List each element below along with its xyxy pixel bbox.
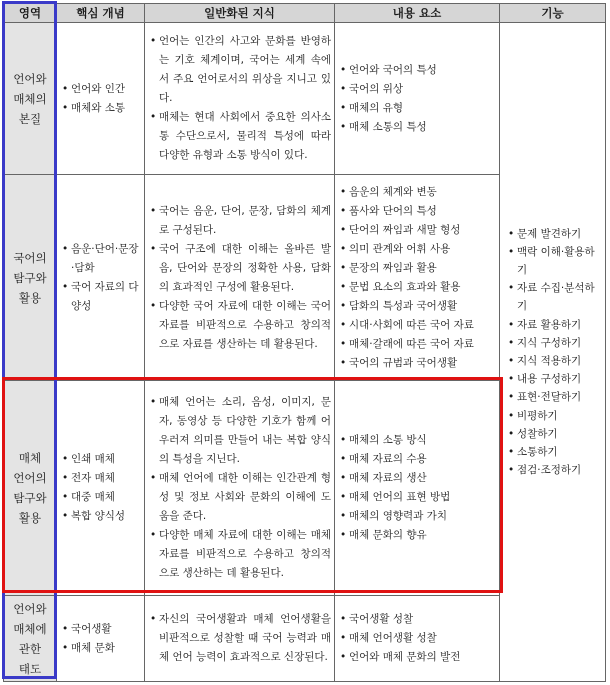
concept-item: • 매체 문화 xyxy=(62,639,141,658)
elements-cell xyxy=(335,381,500,596)
knowledge-cell xyxy=(145,596,335,682)
element-item: • 매체의 유형 xyxy=(340,99,496,118)
concept-cell xyxy=(57,175,145,381)
knowledge-item: • 매체 언어는 소리, 음성, 이미지, 문자, 동영상 등 다양한 기호가 함께 어우러져 의미를 만들어 내는 복합 양식의 특성을 지닌다. xyxy=(150,393,331,469)
skill-item: • 맥락 이해·활용하기 xyxy=(508,243,601,279)
knowledge-item: • 매체 언어에 대한 이해는 인간관계 형성 및 정보 사회와 문화의 이해에 도움을 준다. xyxy=(150,469,331,526)
element-item: • 품사와 단어의 특성 xyxy=(340,202,496,221)
table-row xyxy=(4,23,606,175)
header-area: 영역 xyxy=(4,4,57,23)
element-item: • 음운의 체계와 변동 xyxy=(340,183,496,202)
header-content-elements: 내용 요소 xyxy=(335,4,500,23)
concept-item: • 매체와 소통 xyxy=(62,99,141,118)
element-item: • 매체 언어의 표현 방법 xyxy=(340,488,496,507)
area-line: 활용 xyxy=(18,290,42,305)
area-line: 탐구와 xyxy=(13,270,47,285)
skill-item: • 내용 구성하기 xyxy=(508,370,601,388)
area-line: 매체에 xyxy=(13,621,47,636)
area-cell xyxy=(4,175,57,381)
element-item: • 매체의 영향력과 가치 xyxy=(340,507,496,526)
area-cell xyxy=(4,23,57,175)
element-item: • 국어의 규범과 국어생활 xyxy=(340,354,496,373)
knowledge-item: • 다양한 매체 자료에 대한 이해는 매체 자료를 비판적으로 수용하고 창의적으로 생산하는 데 활용된다. xyxy=(150,526,331,583)
element-item: • 매체 소통의 특성 xyxy=(340,118,496,137)
area-cell xyxy=(4,381,57,596)
header-core-concept: 핵심 개념 xyxy=(57,4,145,23)
skill-item: • 지식 적용하기 xyxy=(508,352,601,370)
area-line: 태도 xyxy=(18,661,42,676)
element-item: • 매체 문화의 향유 xyxy=(340,526,496,545)
concept-item: • 복합 양식성 xyxy=(62,507,141,526)
element-item: • 단어의 짜임과 새말 형성 xyxy=(340,221,496,240)
skill-item: • 소통하기 xyxy=(508,443,601,461)
concept-cell xyxy=(57,596,145,682)
knowledge-cell xyxy=(145,175,335,381)
skill-item: • 비평하기 xyxy=(508,407,601,425)
skills-cell xyxy=(500,23,606,682)
concept-cell xyxy=(57,381,145,596)
header-row xyxy=(4,4,606,23)
skill-item: • 지식 구성하기 xyxy=(508,334,601,352)
knowledge-item: • 국어 구조에 대한 이해는 올바른 발음, 단어와 문장의 정확한 사용, 담화의 효과적인 구성에 활용된다. xyxy=(150,240,331,297)
skill-item: • 성찰하기 xyxy=(508,425,601,443)
header-skills: 기능 xyxy=(500,4,606,23)
knowledge-item: • 자신의 국어생활과 매체 언어생활을 비판적으로 성찰할 때 국어 능력과 매체 언어 능력이 효과적으로 신장된다. xyxy=(150,610,331,667)
knowledge-cell xyxy=(145,23,335,175)
elements-cell xyxy=(335,23,500,175)
area-line: 국어의 xyxy=(13,250,47,265)
element-item: • 의미 관계와 어휘 사용 xyxy=(340,240,496,259)
area-line: 언어와 xyxy=(13,71,47,86)
area-cell xyxy=(4,596,57,682)
element-item: • 국어생활 성찰 xyxy=(340,610,496,629)
knowledge-item: • 언어는 인간의 사고와 문화를 반영하는 기호 체계이며, 국어는 세계 속에서 주요 언어로서의 위상을 지니고 있다. xyxy=(150,32,331,108)
concept-item: • 언어와 인간 xyxy=(62,80,141,99)
element-item: • 매체 자료의 생산 xyxy=(340,469,496,488)
element-item: • 문장의 짜임과 활용 xyxy=(340,259,496,278)
concept-item: • 음운·단어·문장·담화 xyxy=(62,240,141,278)
element-item: • 담화의 특성과 국어생활 xyxy=(340,297,496,316)
concept-item: • 인쇄 매체 xyxy=(62,450,141,469)
area-line: 본질 xyxy=(18,111,42,126)
area-line: 언어의 xyxy=(13,471,47,485)
knowledge-item: • 국어는 음운, 단어, 문장, 담화의 체계로 구성된다. xyxy=(150,202,331,240)
concept-item: • 국어생활 xyxy=(62,620,141,639)
concept-item: • 대중 매체 xyxy=(62,488,141,507)
element-item: • 매체의 소통 방식 xyxy=(340,431,496,450)
header-generalized-knowledge: 일반화된 지식 xyxy=(145,4,335,23)
element-item: • 매체 자료의 수용 xyxy=(340,450,496,469)
elements-cell xyxy=(335,175,500,381)
element-item: • 매체 언어생활 성찰 xyxy=(340,629,496,648)
element-item: • 문법 요소의 효과와 활용 xyxy=(340,278,496,297)
element-item: • 시대·사회에 따른 국어 자료 xyxy=(340,316,496,335)
knowledge-cell xyxy=(145,381,335,596)
concept-cell xyxy=(57,23,145,175)
element-item: • 언어와 매체 문화의 발전 xyxy=(340,648,496,667)
skill-item: • 점검·조정하기 xyxy=(508,461,601,479)
area-line: 활용 xyxy=(18,511,42,525)
skill-item: • 문제 발견하기 xyxy=(508,225,601,243)
area-line: 탐구와 xyxy=(13,491,47,505)
skill-item: • 자료 활용하기 xyxy=(508,316,601,334)
element-item: • 매체·갈래에 따른 국어 자료 xyxy=(340,335,496,354)
skill-item: • 자료 수집·분석하기 xyxy=(508,279,601,315)
knowledge-item: • 매체는 현대 사회에서 중요한 의사소통 수단으로서, 물리적 특성에 따라 다양한 유형과 소통 방식이 있다. xyxy=(150,108,331,165)
concept-item: • 전자 매체 xyxy=(62,469,141,488)
curriculum-table xyxy=(3,3,606,682)
elements-cell xyxy=(335,596,500,682)
area-line: 언어와 xyxy=(13,601,47,616)
element-item: • 국어의 위상 xyxy=(340,80,496,99)
area-line: 관한 xyxy=(18,641,42,656)
element-item: • 언어와 국어의 특성 xyxy=(340,61,496,80)
concept-item: • 국어 자료의 다양성 xyxy=(62,278,141,316)
area-line: 매체의 xyxy=(13,91,47,106)
area-line: 매체 xyxy=(18,451,42,465)
knowledge-item: • 다양한 국어 자료에 대한 이해는 국어 자료를 비판적으로 수용하고 창의적으로 자료를 생산하는 데 활용된다. xyxy=(150,297,331,354)
skill-item: • 표현·전달하기 xyxy=(508,388,601,406)
